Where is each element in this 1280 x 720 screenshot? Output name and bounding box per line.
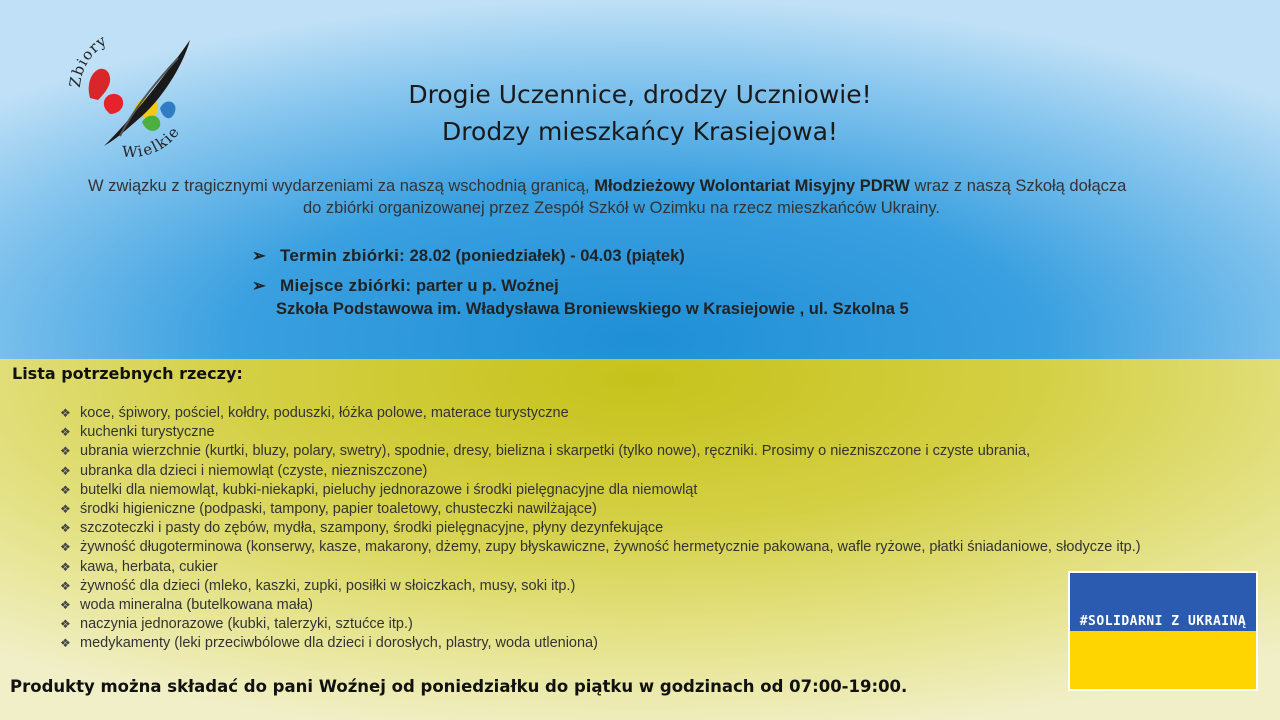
diamond-bullet-icon: ❖	[60, 444, 71, 459]
list-item	[60, 558, 1141, 577]
list-item-text: medykamenty (leki przeciwbólowe dla dzieci i dorosłych, plastry, woda utleniona)	[80, 635, 598, 652]
list-title: Lista potrzebnych rzeczy:	[12, 364, 243, 383]
list-item-text: żywność długoterminowa (konserwy, kasze, makarony, dżemy, zupy błyskawiczne, żywność hermetycznie pakowana, wafle ryżowe, płatki śniadaniowe, słodycze itp.)	[80, 539, 1141, 556]
diamond-bullet-icon: ❖	[60, 463, 71, 478]
list-item-text: ubrania wierzchnie (kurtki, bluzy, polary, swetry), spodnie, dresy, bielizna i skarpetki (tylko nowe), ręczniki. Prosimy o niezniszczone i czyste ubrania,	[80, 443, 1031, 460]
list-item	[60, 423, 1141, 442]
diamond-bullet-icon: ❖	[60, 482, 71, 497]
list-item-text: ubranka dla dzieci i niemowląt (czyste, niezniszczone)	[80, 462, 428, 479]
diamond-bullet-icon: ❖	[60, 501, 71, 516]
intro-org-name: Młodzieżowy Wolontariat Misyjny PDRW	[594, 177, 910, 195]
list-item	[60, 634, 1141, 653]
diamond-bullet-icon: ❖	[60, 636, 71, 651]
needed-items-list	[60, 404, 1141, 653]
heading-line-2: Drodzy mieszkańcy Krasiejowa!	[442, 117, 838, 146]
arrow-bullet-icon: ➢	[252, 277, 266, 295]
list-item-text: butelki dla niemowląt, kubki-niekapki, pieluchy jednorazowe i środki pielęgnacyjne dla niemowląt	[80, 481, 698, 498]
list-item	[60, 500, 1141, 519]
list-item-text: naczynia jednorazowe (kubki, talerzyki, sztućce itp.)	[80, 616, 413, 633]
footer-note: Produkty można składać do pani Woźnej od poniedziałku do piątku w godzinach od 07:00-19:00.	[10, 677, 908, 696]
list-item-text: szczoteczki i pasty do zębów, mydła, szampony, środki pielęgnacyjne, płyny dezynfekujące	[80, 520, 664, 537]
diamond-bullet-icon: ❖	[60, 521, 71, 536]
list-item	[60, 577, 1141, 596]
list-item-text: kawa, herbata, cukier	[80, 558, 218, 575]
list-item-text: koce, śpiwory, pościel, kołdry, poduszki, łóżka polowe, materace turystyczne	[80, 405, 569, 421]
list-item	[60, 404, 1141, 423]
list-item	[60, 538, 1141, 557]
collection-place	[252, 276, 559, 296]
logo-top-text: Zbiory	[65, 31, 111, 89]
list-item-text: kuchenki turystyczne	[80, 424, 215, 441]
heading-line-1: Drogie Uczennice, drodzy Uczniowie!	[408, 80, 872, 109]
diamond-bullet-icon: ❖	[60, 578, 71, 593]
term-label: Termin zbiórki:	[280, 246, 406, 265]
diamond-bullet-icon: ❖	[60, 406, 71, 420]
diamond-bullet-icon: ❖	[60, 425, 71, 440]
logo-bottom-text: Wielkie	[121, 122, 184, 162]
intro-text-line-2: do zbiórki organizowanej przez Zespół Szkół w Ozimku na rzecz mieszkańców Ukrainy.	[303, 199, 941, 217]
list-item-text: środki higieniczne (podpaski, tampony, papier toaletowy, chusteczki nawilżające)	[80, 500, 597, 517]
intro-text-2: wraz z naszą Szkołą dołącza	[909, 177, 1127, 195]
list-item-text: żywność dla dzieci (mleko, kaszki, zupki, posiłki w słoiczkach, musy, soki itp.)	[80, 577, 576, 594]
intro-text-1: W związku z tragicznymi wydarzeniami za naszą wschodnią granicą,	[88, 177, 595, 195]
list-item	[60, 519, 1141, 538]
list-item	[60, 615, 1141, 634]
diamond-bullet-icon: ❖	[60, 540, 71, 555]
diamond-bullet-icon: ❖	[60, 617, 71, 632]
list-item	[60, 481, 1141, 500]
list-item	[60, 596, 1141, 615]
diamond-bullet-icon: ❖	[60, 597, 71, 612]
solidarity-badge-text: #SOLIDARNI Z UKRAINĄ	[1079, 614, 1247, 629]
flag-yellow-stripe	[1070, 631, 1256, 689]
logo	[62, 18, 212, 168]
list-item	[60, 442, 1141, 461]
list-item	[60, 462, 1141, 481]
arrow-bullet-icon: ➢	[252, 247, 266, 265]
place-value: parter u p. Woźnej	[411, 277, 559, 295]
school-address: Szkoła Podstawowa im. Władysława Broniewskiego w Krasiejowie , ul. Szkolna 5	[276, 300, 909, 318]
solidarity-badge	[1068, 571, 1258, 691]
collection-term	[252, 246, 685, 266]
place-label: Miejsce zbiórki:	[280, 276, 412, 295]
term-value: 28.02 (poniedziałek) - 04.03 (piątek)	[405, 247, 685, 265]
diamond-bullet-icon: ❖	[60, 559, 71, 574]
list-item-text: woda mineralna (butelkowana mała)	[80, 596, 313, 613]
feather-logo-icon	[62, 18, 212, 168]
intro-paragraph	[88, 175, 1268, 219]
